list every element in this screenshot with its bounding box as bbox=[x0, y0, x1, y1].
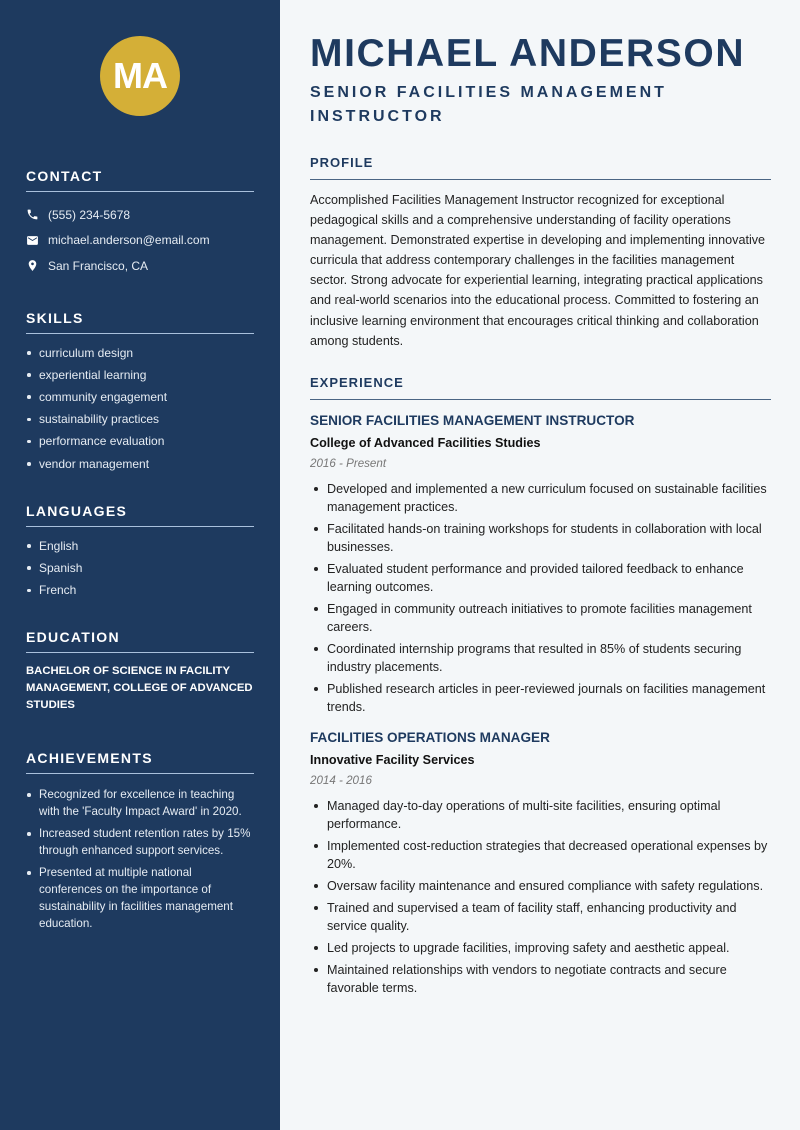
phone-icon bbox=[26, 208, 39, 221]
contact-location bbox=[26, 253, 254, 279]
phone-text: (555) 234-5678 bbox=[48, 207, 131, 222]
job-role: SENIOR FACILITIES MANAGEMENT INSTRUCTOR bbox=[310, 412, 635, 428]
achievement-item: Increased student retention rates by 15% through enhanced support services. bbox=[26, 825, 254, 859]
main-content bbox=[280, 0, 800, 1001]
job-company: Innovative Facility Services bbox=[310, 752, 475, 767]
section-title-languages: LANGUAGES bbox=[26, 503, 254, 527]
skills-list bbox=[26, 342, 254, 475]
achievement-item: Recognized for excellence in teaching with the 'Faculty Impact Award' in 2020. bbox=[26, 786, 254, 820]
skill-item: experiential learning bbox=[26, 364, 254, 386]
contact-phone bbox=[26, 202, 254, 228]
email-text: michael.anderson@email.com bbox=[48, 233, 210, 248]
job-bullets bbox=[310, 480, 771, 716]
job-entry bbox=[310, 729, 771, 997]
language-item: English bbox=[26, 535, 254, 557]
job-bullet: Engaged in community outreach initiatives to promote facilities management careers. bbox=[310, 600, 771, 636]
education-section bbox=[26, 629, 254, 714]
contact-email bbox=[26, 228, 254, 254]
section-title-contact: CONTACT bbox=[26, 168, 254, 192]
languages-list bbox=[26, 535, 254, 602]
email-icon bbox=[26, 234, 39, 247]
job-bullet: Led projects to upgrade facilities, improving safety and aesthetic appeal. bbox=[310, 939, 771, 957]
achievement-item: Presented at multiple national conferences on the importance of sustainability in facilities management education. bbox=[26, 864, 254, 932]
languages-section bbox=[26, 503, 254, 602]
job-bullet: Implemented cost-reduction strategies that decreased operational expenses by 20%. bbox=[310, 837, 771, 873]
skill-item: vendor management bbox=[26, 453, 254, 475]
avatar-initials: MA bbox=[113, 55, 167, 96]
job-bullet: Facilitated hands-on training workshops for students in collaboration with local businesses. bbox=[310, 520, 771, 556]
location-text: San Francisco, CA bbox=[48, 258, 149, 273]
section-title-experience: EXPERIENCE bbox=[310, 375, 771, 400]
language-item: French bbox=[26, 579, 254, 601]
section-title-education: EDUCATION bbox=[26, 629, 254, 653]
candidate-title: SENIOR FACILITIES MANAGEMENT INSTRUCTOR bbox=[310, 84, 667, 125]
skill-item: sustainability practices bbox=[26, 408, 254, 430]
skills-section bbox=[26, 310, 254, 475]
skill-item: community engagement bbox=[26, 386, 254, 408]
section-title-skills: SKILLS bbox=[26, 310, 254, 334]
section-title-profile: PROFILE bbox=[310, 155, 771, 180]
job-dates: 2016 - Present bbox=[310, 456, 387, 470]
job-bullets bbox=[310, 797, 771, 997]
profile-text: Accomplished Facilities Management Instructor recognized for exceptional pedagogical skills and a comprehensive understanding of facility operations management. Demonstrated expertise in developing and implementing innovative curricula that address contemporary challenges in the facilities management sector. Strong advocate for experiential learning, integrating practical applications and real-world scenarios into the educational process. Committed to fostering an inclusive learning environment that encourages critical thinking and collaboration among students. bbox=[310, 193, 766, 348]
candidate-name: MICHAEL ANDERSON bbox=[310, 32, 746, 75]
achievements-list bbox=[26, 786, 254, 932]
sidebar bbox=[0, 0, 280, 1130]
contact-section bbox=[26, 168, 254, 279]
location-pin-icon bbox=[26, 259, 39, 272]
skill-item: performance evaluation bbox=[26, 430, 254, 452]
language-item: Spanish bbox=[26, 557, 254, 579]
job-dates: 2014 - 2016 bbox=[310, 773, 372, 787]
section-title-achievements: ACHIEVEMENTS bbox=[26, 750, 254, 774]
job-bullet: Evaluated student performance and provided tailored feedback to enhance learning outcomes. bbox=[310, 560, 771, 596]
job-role: FACILITIES OPERATIONS MANAGER bbox=[310, 729, 550, 745]
job-bullet: Developed and implemented a new curriculum focused on sustainable facilities management practices. bbox=[310, 480, 771, 516]
job-bullet: Maintained relationships with vendors to negotiate contracts and secure favorable terms. bbox=[310, 961, 771, 997]
skill-item: curriculum design bbox=[26, 342, 254, 364]
job-bullet: Trained and supervised a team of facility staff, enhancing productivity and service quality. bbox=[310, 899, 771, 935]
job-bullet: Oversaw facility maintenance and ensured compliance with safety regulations. bbox=[310, 877, 771, 895]
experience-section bbox=[310, 375, 771, 997]
job-bullet: Coordinated internship programs that resulted in 85% of students securing industry placements. bbox=[310, 640, 771, 676]
contact-list bbox=[26, 202, 254, 279]
avatar bbox=[100, 36, 180, 116]
job-entry bbox=[310, 412, 771, 716]
job-bullet: Published research articles in peer-reviewed journals on facilities management trends. bbox=[310, 680, 771, 716]
profile-section bbox=[310, 155, 771, 351]
job-company: College of Advanced Facilities Studies bbox=[310, 435, 541, 450]
education-degree: BACHELOR OF SCIENCE IN FACILITY MANAGEMENT, COLLEGE OF ADVANCED STUDIES bbox=[26, 665, 253, 712]
job-bullet: Managed day-to-day operations of multi-site facilities, ensuring optimal performance. bbox=[310, 797, 771, 833]
achievements-section bbox=[26, 750, 254, 932]
